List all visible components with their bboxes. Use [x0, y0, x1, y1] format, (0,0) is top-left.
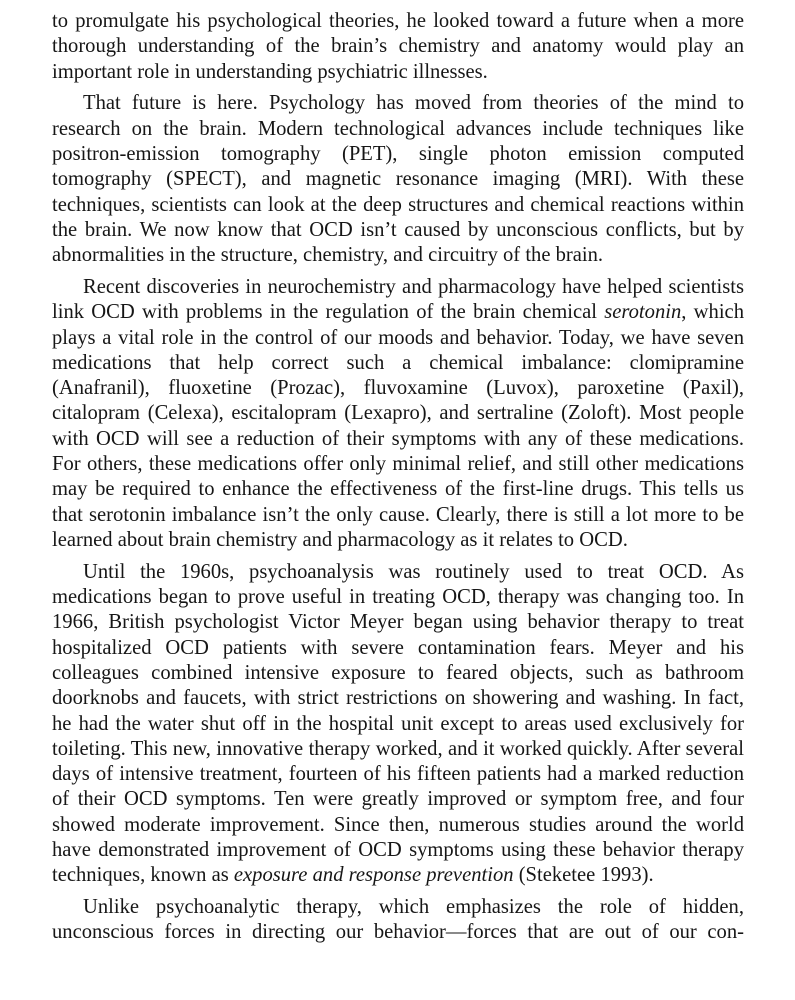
paragraph	[52, 9, 744, 85]
paragraph-text: Until the 1960s, psychoanalysis was routinely used to treat OCD. As medications began to prove useful in treating OCD, therapy was changing too. In 1966, British psychologist Victor Meyer began using behavior therapy to treat hospitalized OCD patients with severe contamination fears. Meyer and his colleagues combined intensive exposure to feared objects, such as bathroom doorknobs and faucets, with strict restrictions on showering and washing. In fact, he had the water shut off in the hospital unit except to areas used exclusively for toileting. This new, innovative therapy worked, and it worked quickly. After several days of intensive treatment, fourteen of his fifteen patients had a marked reduction of their OCD symptoms. Ten were greatly improved or symptom free, and four showed moderate improvement. Since then, numerous studies around the world have demonstrated improvement of OCD symptoms using these behavior therapy techniques, known as	[52, 560, 744, 887]
paragraph	[52, 91, 744, 268]
paragraph	[52, 560, 744, 889]
paragraph-text: (Steketee 1993).	[513, 864, 654, 887]
paragraph-text: Recent discoveries in neurochemistry and pharmacology have helped scientists link OCD with problems in the regulation of the brain chemical	[52, 275, 744, 324]
paragraph	[52, 275, 744, 553]
italic-term-serotonin: serotonin	[604, 301, 682, 324]
italic-term-exposure-response-prevention: exposure and response prevention	[233, 864, 514, 887]
paragraph	[52, 895, 744, 946]
document-page	[52, 9, 744, 952]
paragraph-text: to promulgate his psychological theories, he looked toward a future when a more thorough understanding of the brain’s chemistry and anatomy would play an important role in understanding psychiatric illnesses.	[52, 10, 744, 83]
paragraph-text: , which plays a vital role in the control of our moods and behavior. Today, we have seven medications that help correct such a chemical imbalance: clomipramine (Anafranil), fluoxetine (Prozac), fluvoxamine (Luvox), paroxetine (Paxil), citalopram (Celexa), escitalopram (Lexapro), and sertraline (Zoloft). Most people with OCD will see a reduction of their symptoms with any of these medications. For others, these medications offer only minimal relief, and still other medications may be required to enhance the effectiveness of the first-line drugs. This tells us that serotonin imbalance isn’t the only cause. Clearly, there is still a lot more to be learned about brain chemistry and pharmacology as it relates to OCD.	[52, 301, 744, 551]
paragraph-text: Unlike psychoanalytic therapy, which emphasizes the role of hidden, unconscious forces in directing our behavior—forces that are out of our con-	[52, 896, 744, 944]
paragraph-text: That future is here. Psychology has moved from theories of the mind to research on the brain. Modern technological advances include techniques like positron-emission tomography (PET), single photon emission computed tomography (SPECT), and magnetic resonance imaging (MRI). With these techniques, scientists can look at the deep structures and chemical reactions within the brain. We now know that OCD isn’t caused by unconscious conflicts, but by abnormalities in the structure, chemistry, and circuitry of the brain.	[52, 92, 744, 267]
